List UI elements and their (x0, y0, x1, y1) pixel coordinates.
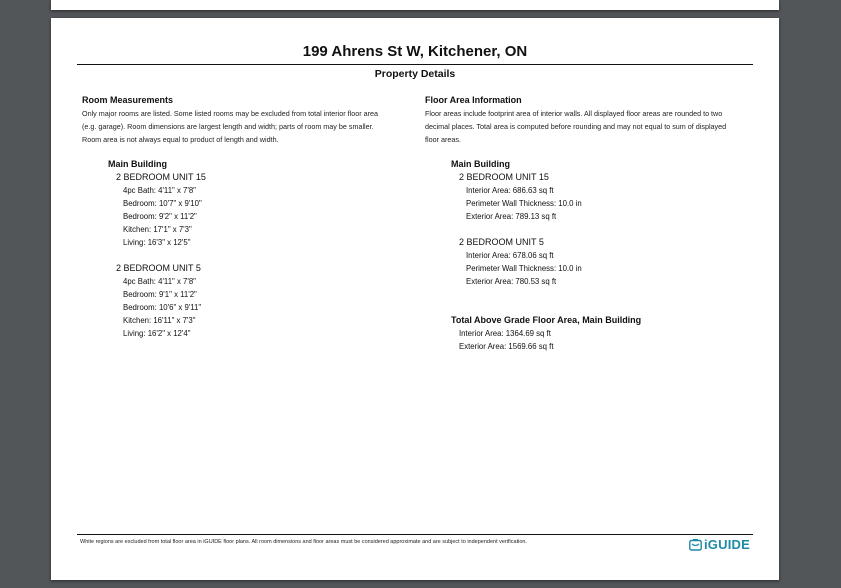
floor-area-heading: Floor Area Information (425, 95, 522, 105)
description-line: Floor areas include footprint area of interior walls. All displayed floor areas are rounded to two (425, 109, 723, 118)
camera-icon (689, 538, 702, 551)
room-dimension: Living: 16'3" x 12'5" (123, 238, 191, 247)
description-line: Only major rooms are listed. Some listed rooms may be excluded from total interior floor area (82, 109, 379, 118)
room-dimension: 4pc Bath: 4'11" x 7'8" (123, 277, 196, 286)
room-dimension: Bedroom: 10'7" x 9'10" (123, 199, 202, 208)
area-value: Perimeter Wall Thickness: 10.0 in (466, 199, 582, 208)
footer-divider (77, 534, 753, 535)
room-dimension: Living: 16'2" x 12'4" (123, 329, 191, 338)
description-line: decimal places. Total area is computed before rounding and may not equal to sum of displayed (425, 122, 727, 131)
area-value: Exterior Area: 780.53 sq ft (466, 277, 557, 286)
iguide-logo (689, 537, 750, 552)
building-name: Main Building (108, 159, 167, 169)
room-measurements-description (82, 107, 412, 146)
previous-page-edge (51, 0, 779, 10)
unit-name: 2 BEDROOM UNIT 5 (459, 237, 544, 247)
document-page (51, 18, 779, 580)
area-value: Perimeter Wall Thickness: 10.0 in (466, 264, 582, 273)
floor-area-section (425, 94, 755, 146)
room-measurements-heading: Room Measurements (82, 95, 174, 105)
room-list (108, 158, 206, 340)
unit-name: 2 BEDROOM UNIT 15 (459, 172, 549, 182)
room-measurements-section (82, 94, 412, 146)
description-line: floor areas. (425, 135, 461, 144)
building-name: Main Building (451, 159, 510, 169)
total-area-value: Interior Area: 1364.69 sq ft (459, 329, 551, 338)
unit-name: 2 BEDROOM UNIT 15 (116, 172, 206, 182)
total-floor-area (451, 314, 641, 353)
total-heading: Total Above Grade Floor Area, Main Building (451, 315, 642, 325)
floor-area-list (451, 158, 582, 288)
page-title: 199 Ahrens St W, Kitchener, ON (302, 43, 528, 60)
room-dimension: Kitchen: 17'1" x 7'3" (123, 225, 192, 234)
area-value: Interior Area: 678.06 sq ft (466, 251, 554, 260)
page-subtitle: Property Details (374, 68, 456, 80)
title-divider (77, 64, 753, 65)
logo-text: iGUIDE (704, 537, 750, 552)
area-value: Exterior Area: 789.13 sq ft (466, 212, 557, 221)
room-dimension: 4pc Bath: 4'11" x 7'8" (123, 186, 196, 195)
room-dimension: Bedroom: 10'6" x 9'11" (123, 303, 202, 312)
area-value: Interior Area: 686.63 sq ft (466, 186, 554, 195)
room-dimension: Kitchen: 16'11" x 7'3" (123, 316, 196, 325)
room-dimension: Bedroom: 9'1" x 11'2" (123, 290, 197, 299)
total-area-value: Exterior Area: 1569.66 sq ft (459, 342, 554, 351)
footer-disclaimer: White regions are excluded from total floor area in iGUIDE floor plans. All room dimensions and floor areas must be considered approximate and are subject to independent verification. (80, 539, 527, 545)
floor-area-description (425, 107, 755, 146)
description-line: Room area is not always equal to product of length and width. (82, 135, 279, 144)
description-line: (e.g. garage). Room dimensions are largest length and width; parts of room may be smaller. (82, 122, 374, 131)
room-dimension: Bedroom: 9'2" x 11'2" (123, 212, 197, 221)
unit-name: 2 BEDROOM UNIT 5 (116, 263, 201, 273)
